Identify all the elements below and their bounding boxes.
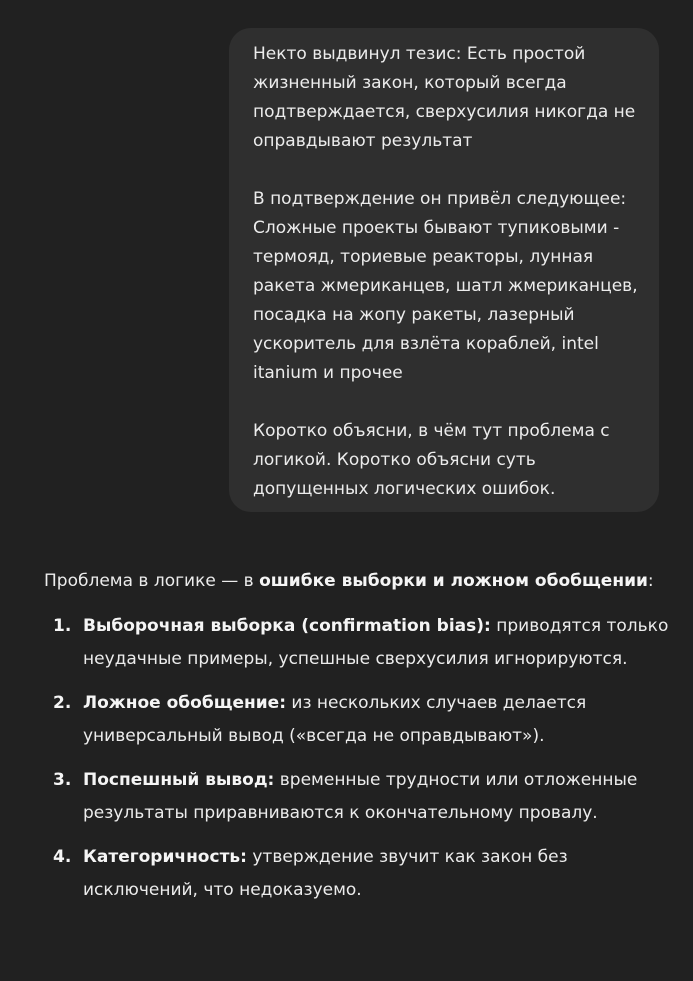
user-message-bubble [229, 28, 659, 512]
list-item [44, 764, 669, 830]
list-item-text: утверждение звучит как закон без исключений, что недоказуемо. [83, 847, 568, 900]
list-item [44, 610, 669, 676]
assistant-message [44, 565, 669, 918]
list-item-text: приводятся только неудачные примеры, успешные сверхусилия игнорируются. [83, 616, 669, 669]
list-item-title: Категоричность: [83, 847, 247, 867]
user-message-paragraph-2: В подтверждение он привёл следующее: Сложные проекты бывают тупиковыми - термояд, ториевые реакторы, лунная ракета жмериканцев, шатл жмериканцев, посадка на жопу ракеты, лазерный ускоритель для взлёта кораблей, intel itanium и прочее [253, 189, 638, 383]
list-item [44, 841, 669, 907]
list-item-title: Выборочная выборка (confirmation bias): [83, 616, 491, 636]
list-item [44, 687, 669, 753]
assistant-intro-prefix: Проблема в логике — в [44, 571, 260, 591]
list-item-number: 4. [53, 847, 72, 867]
list-item-number: 3. [53, 770, 72, 790]
list-item-title: Ложное обобщение: [83, 693, 286, 713]
list-item-title: Поспешный вывод: [83, 770, 275, 790]
list-item-text: временные трудности или отложенные результаты приравниваются к окончательному провалу. [83, 770, 638, 823]
list-item-number: 1. [53, 616, 72, 636]
logic-errors-list [44, 610, 669, 907]
user-message-paragraph-1: Некто выдвинул тезис: Есть простой жизненный закон, который всегда подтверждается, сверхусилия никогда не оправдывают результат [253, 44, 636, 151]
user-message-paragraph-3: Коротко объясни, в чём тут проблема с логикой. Коротко объясни суть допущенных логических ошибок. [253, 421, 610, 499]
list-item-number: 2. [53, 693, 72, 713]
list-item-text: из нескольких случаев делается универсальный вывод («всегда не оправдывают»). [83, 693, 587, 746]
assistant-intro-suffix: : [647, 571, 654, 591]
assistant-intro-bold: ошибке выборки и ложном обобщении [259, 571, 648, 591]
assistant-intro [44, 565, 669, 598]
